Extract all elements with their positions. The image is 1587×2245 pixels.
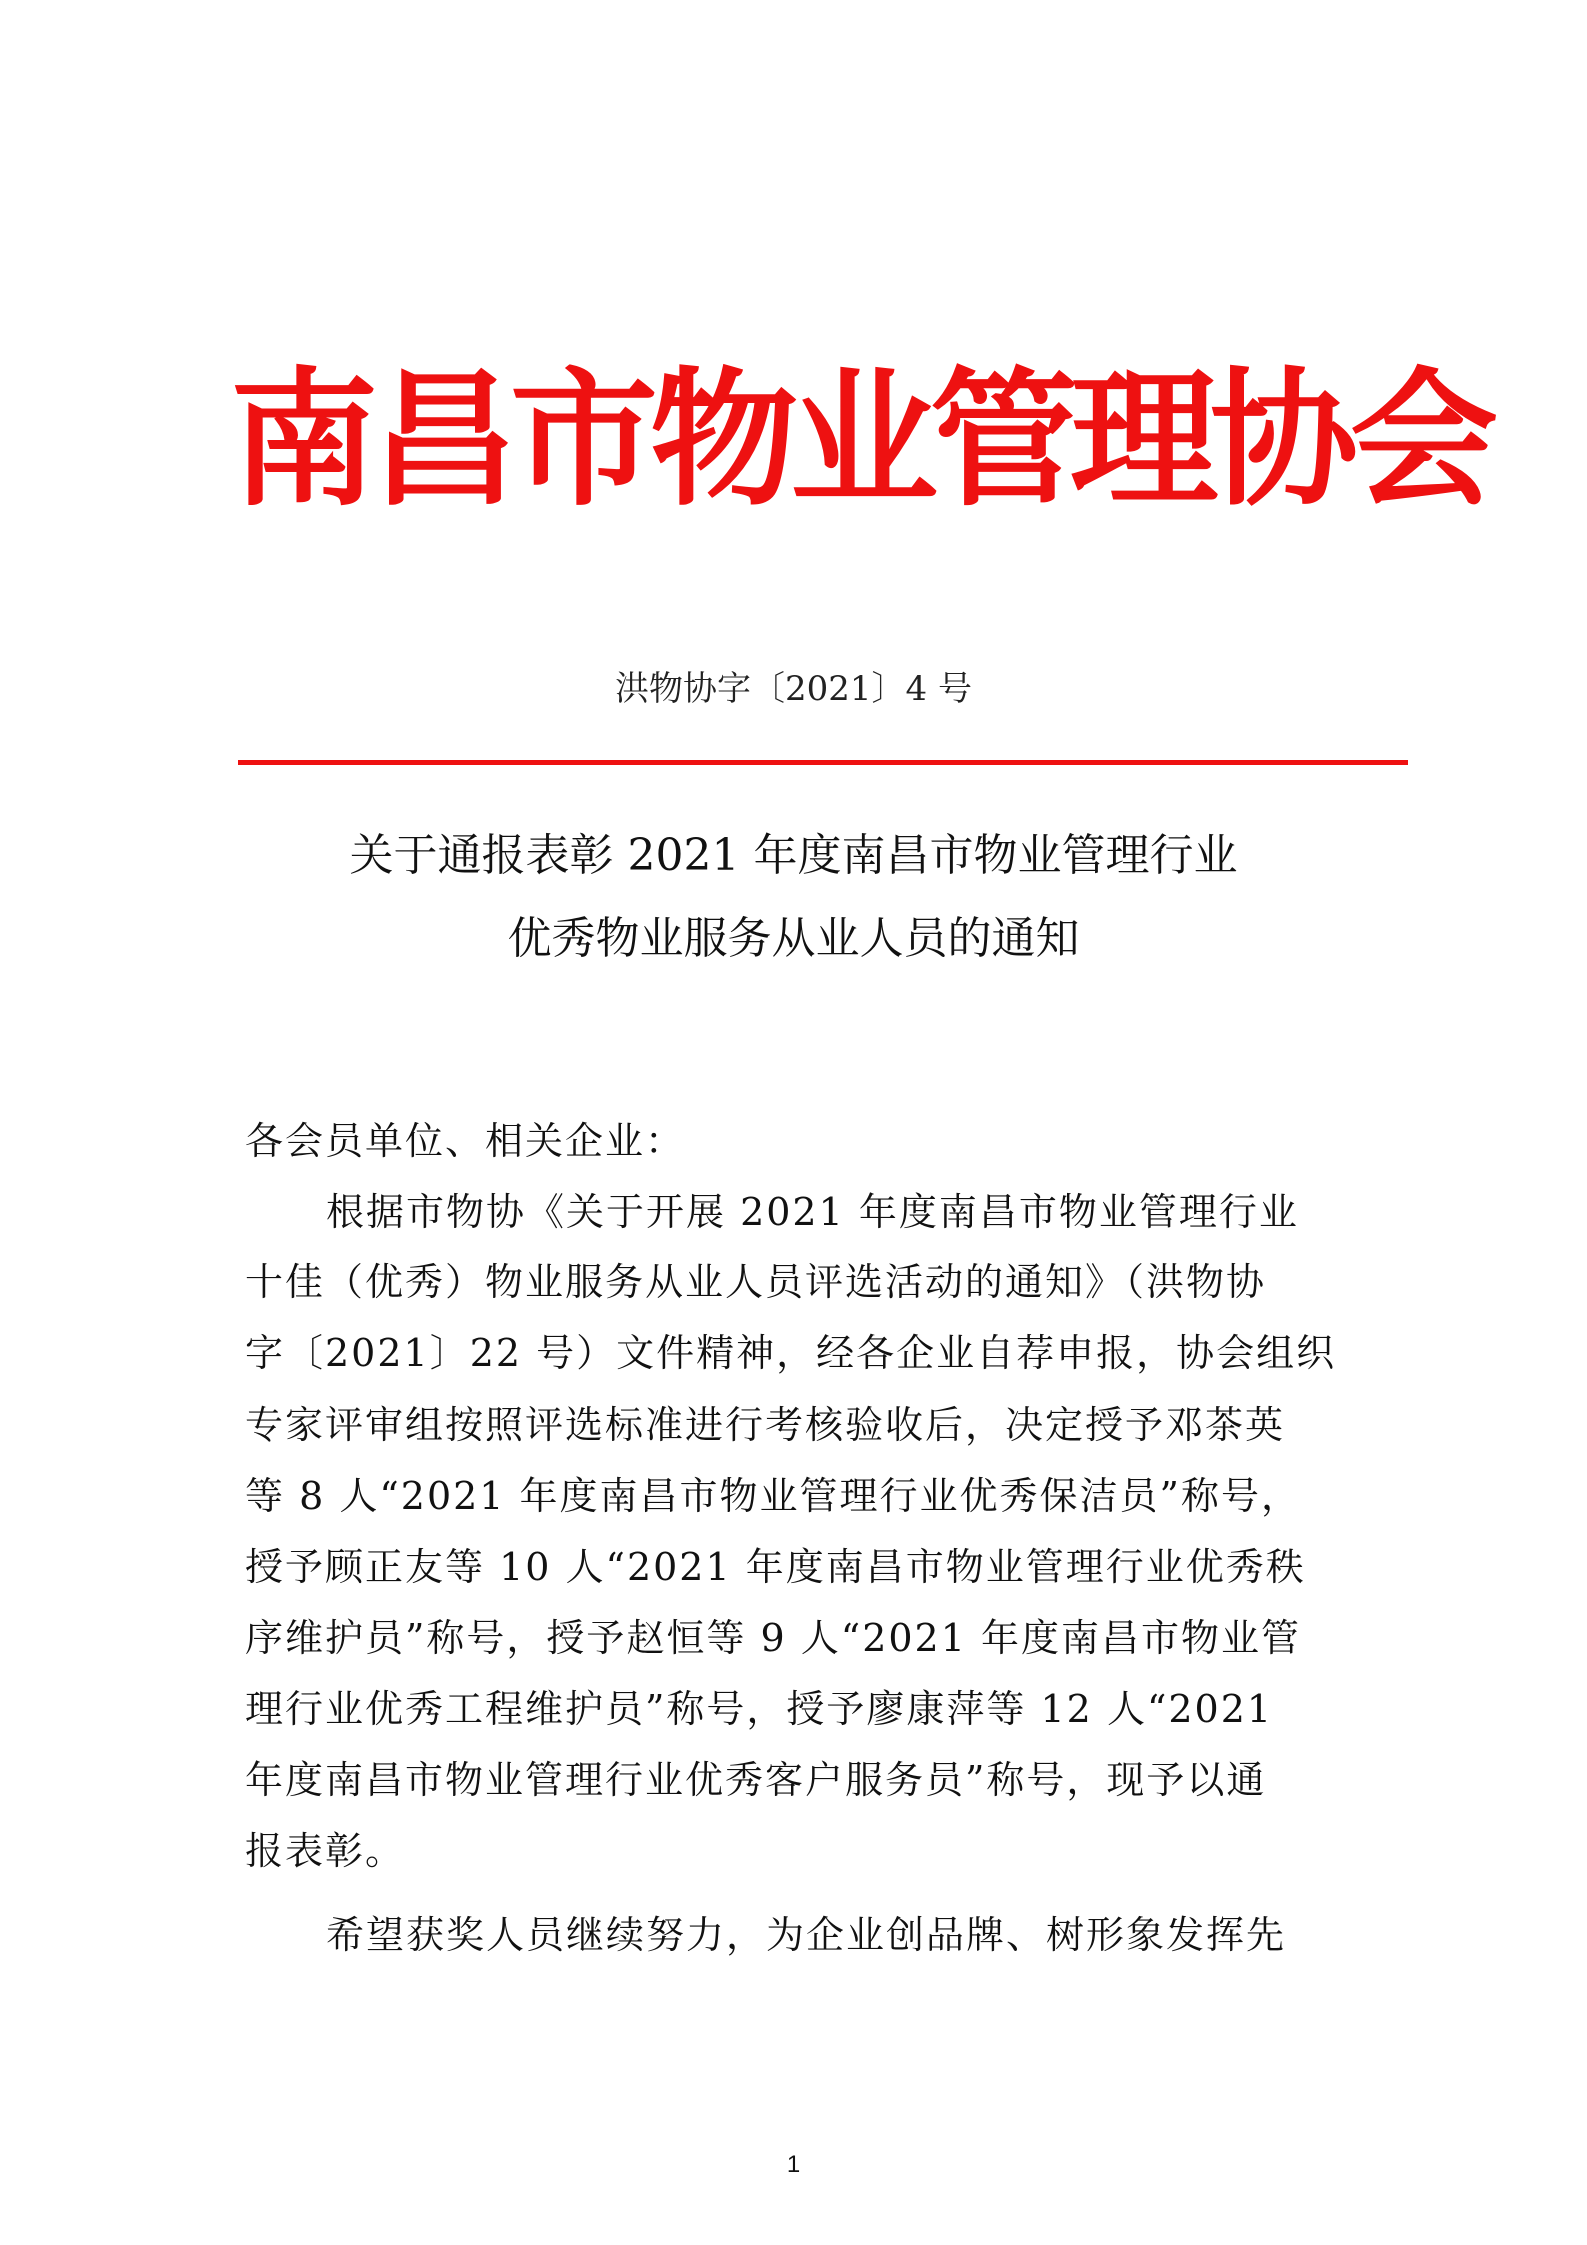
body-line: 报表彰。 [245,1829,406,1873]
org-char: 管 [930,354,1078,526]
document-title-line-1: 关于通报表彰 2021 年度南昌市物业管理行业 [349,830,1238,881]
organization-header [230,340,1498,540]
page-number: 1 [786,2151,801,2178]
salutation: 各会员单位、相关企业： [245,1119,686,1163]
body-line: 授予顾正友等 10 人“2021 年度南昌市物业管理行业优秀秩 [245,1545,1306,1589]
body-line: 等 8 人“2021 年度南昌市物业管理行业优秀保洁员”称号， [245,1474,1301,1518]
document-number: 洪物协字〔2021〕4 号 [615,669,972,709]
body-line: 序维护员”称号，授予赵恒等 9 人“2021 年度南昌市物业管 [245,1616,1301,1660]
red-divider [238,760,1408,765]
body-line: 专家评审组按照评选标准进行考核验收后，决定授予邓茶英 [245,1403,1286,1447]
org-char: 业 [790,354,938,526]
org-char: 会 [1350,354,1498,526]
org-char: 南 [230,354,378,526]
org-char: 协 [1210,354,1358,526]
org-char: 市 [510,354,658,526]
body-line: 十佳（优秀）物业服务从业人员评选活动的通知》（洪物协 [245,1260,1267,1304]
org-char: 物 [650,354,798,526]
body-line: 理行业优秀工程维护员”称号，授予廖康萍等 12 人“2021 [245,1687,1274,1731]
document-title-line-2: 优秀物业服务从业人员的通知 [507,913,1080,964]
body-line: 根据市物协《关于开展 2021 年度南昌市物业管理行业 [326,1190,1299,1234]
body-line: 年度南昌市物业管理行业优秀客户服务员”称号，现予以通 [245,1758,1267,1802]
org-char: 昌 [370,354,518,526]
org-char: 理 [1070,354,1218,526]
body-line: 希望获奖人员继续努力，为企业创品牌、树形象发挥先 [326,1913,1287,1957]
body-line: 字〔2021〕22 号）文件精神，经各企业自荐申报，协会组织 [245,1331,1337,1375]
